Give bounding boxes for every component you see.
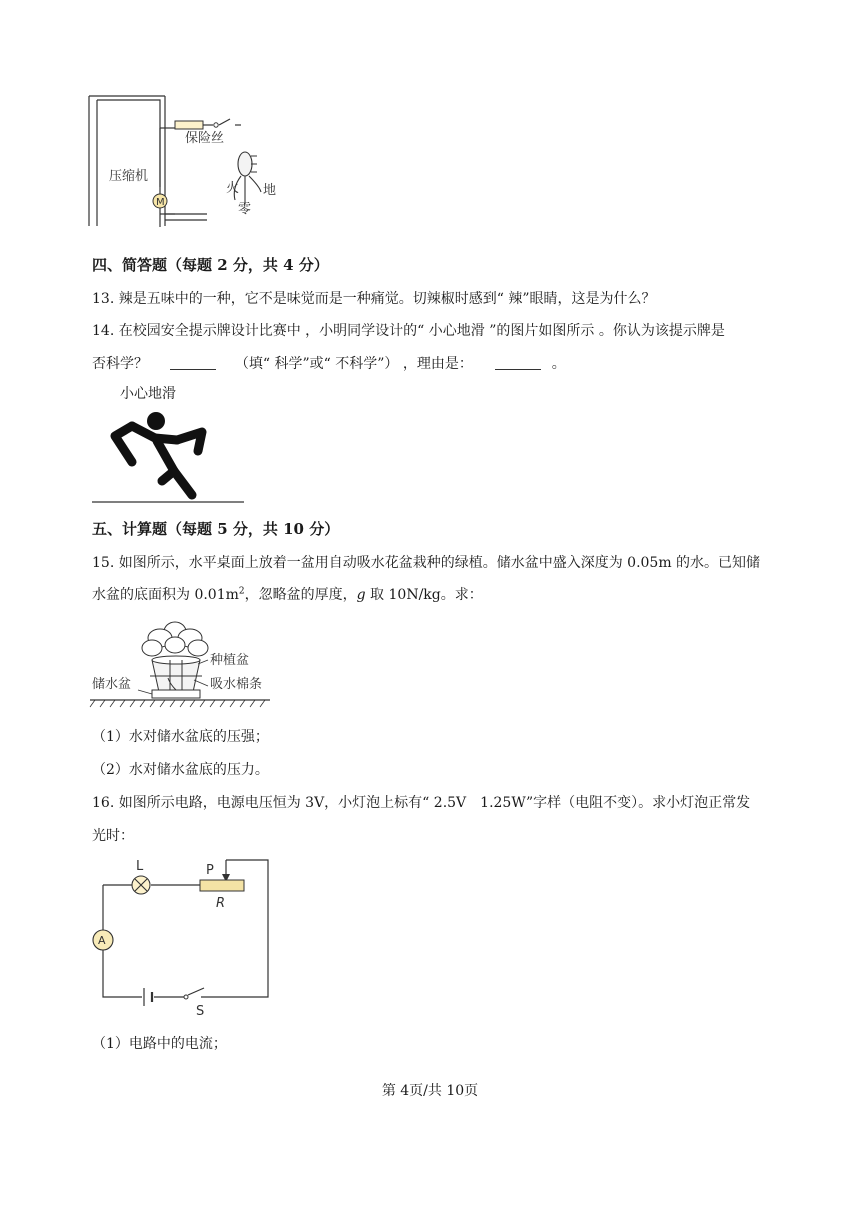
switch-contact bbox=[184, 995, 188, 999]
rheostat-symbol bbox=[200, 880, 244, 891]
page-number-footer: 第 4页/共 10页 bbox=[381, 1083, 479, 1099]
q15-text-b: ，忽略盆的厚度， bbox=[244, 587, 357, 603]
q14-text-c: 。 bbox=[551, 356, 566, 372]
sign-caption: 小心地滑 bbox=[120, 386, 176, 402]
fridge-circuit-figure bbox=[85, 92, 285, 222]
question-16-sub1: （1）电路中的电流； bbox=[92, 1036, 227, 1052]
question-16-line2: 光时： bbox=[92, 828, 134, 844]
question-15-line2 bbox=[92, 584, 483, 604]
question-15-sub1: （1）水对储水盆底的压强； bbox=[92, 729, 269, 745]
q14-text-b: （填“ 科学”或“ 不科学”） ，理由是： bbox=[234, 356, 473, 372]
fuse-symbol bbox=[175, 121, 203, 129]
question-15-sub2: （2）水对储水盆底的压力。 bbox=[92, 762, 269, 778]
question-14-line1: 14. 在校园安全提示牌设计比赛中 ，小明同学设计的“ 小心地滑 ”的图片如图所示 。你认为该提示牌是 bbox=[92, 323, 725, 339]
resistor-label: R bbox=[216, 896, 226, 911]
question-16-line1: 16. 如图所示电路，电源电压恒为 3V，小灯泡上标有“ 2.5V 1.25W”字样（电阻不变）。求小灯泡正常发 bbox=[92, 795, 751, 811]
answer-blank[interactable] bbox=[495, 355, 541, 370]
question-14-line2 bbox=[92, 353, 566, 373]
question-13: 13. 辣是五味中的一种，它不是味觉而是一种痛觉。切辣椒时感到“ 辣”眼睛，这是为什么？ bbox=[92, 291, 656, 307]
q15-g-symbol: g bbox=[356, 587, 366, 603]
neutral-wire-label: 零 bbox=[238, 202, 252, 217]
slider-label: P bbox=[206, 863, 214, 878]
wick-label: 吸水棉条 bbox=[210, 677, 263, 692]
plant-pot-label: 种植盆 bbox=[210, 653, 250, 668]
question-15-line1: 15. 如图所示，水平桌面上放着一盆用自动吸水花盆栽种的绿植。储水盆中盛入深度为 0.05m 的水。已知储 bbox=[92, 555, 761, 571]
fuse-label: 保险丝 bbox=[185, 131, 225, 146]
lamp-symbol bbox=[132, 876, 150, 894]
live-wire-label: 火 bbox=[226, 181, 240, 196]
q15-text-a: 水盆的底面积为 0.01m bbox=[92, 587, 239, 603]
q15-text-c: 取 10N/kg。求： bbox=[365, 587, 483, 603]
q14-text-a: 否科学？ bbox=[92, 356, 148, 372]
q15-superscript: 2 bbox=[238, 586, 245, 597]
circuit-diagram bbox=[88, 852, 278, 1019]
compressor-label: 压缩机 bbox=[109, 169, 149, 184]
flower-pot-figure bbox=[90, 610, 290, 715]
slip-warning-icon bbox=[92, 406, 252, 506]
reservoir-label: 储水盆 bbox=[92, 677, 132, 692]
answer-blank[interactable] bbox=[170, 355, 216, 370]
ammeter-symbol bbox=[93, 930, 113, 950]
switch-label: S bbox=[196, 1004, 205, 1019]
plug-icon bbox=[234, 152, 261, 204]
ammeter-label: A bbox=[98, 934, 106, 947]
battery-symbol bbox=[144, 988, 152, 1006]
section4-heading: 四、简答题（每题 2 分，共 4 分） bbox=[92, 256, 329, 274]
lamp-label: L bbox=[136, 859, 144, 874]
motor-label: M bbox=[156, 197, 165, 208]
ground-wire-label: 地 bbox=[263, 183, 277, 198]
section5-heading: 五、计算题（每题 5 分，共 10 分） bbox=[92, 520, 340, 538]
